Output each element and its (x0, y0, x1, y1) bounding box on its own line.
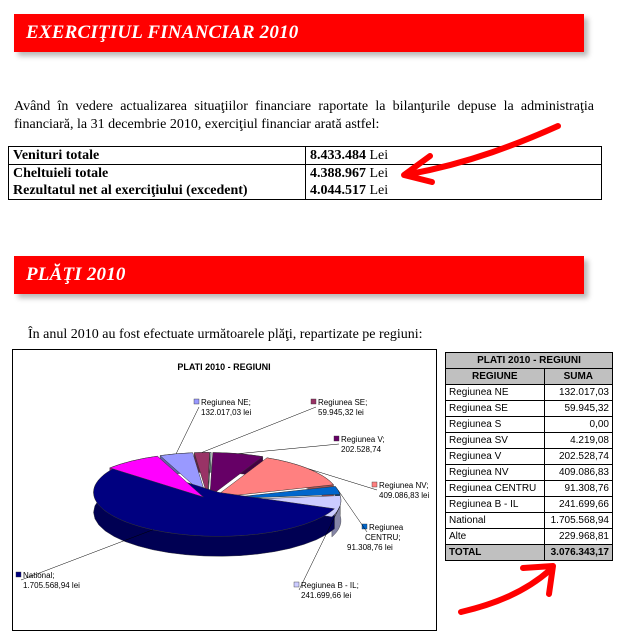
leader-line (238, 444, 339, 454)
region-name: Regiunea B - IL (446, 497, 545, 513)
leader-line (176, 407, 199, 454)
slice-label: Regiunea (369, 523, 404, 532)
table-row (446, 385, 613, 401)
slice-label: National; (23, 571, 55, 580)
region-name: Regiunea S (446, 417, 545, 433)
region-name: Regiunea CENTRU (446, 481, 545, 497)
slice-label: Regiunea V; (341, 435, 385, 444)
chart-title: PLATI 2010 - REGIUNI (177, 362, 271, 372)
legend-swatch (311, 399, 316, 404)
region-name: Regiunea SE (446, 401, 545, 417)
region-name: Alte (446, 529, 545, 545)
legend-swatch (194, 399, 199, 404)
column-header-sum: SUMA (544, 369, 612, 385)
table-row (446, 497, 613, 513)
legend-swatch (334, 436, 339, 441)
region-name: Regiunea SV (446, 433, 545, 449)
slice-label: CENTRU; (365, 533, 401, 542)
table-row (446, 465, 613, 481)
section-title-financial: EXERCIŢIUL FINANCIAR 2010 (26, 22, 299, 43)
section-banner-payments (14, 256, 584, 294)
row-value: 8.433.484 Lei (306, 147, 602, 165)
annotation-arrow (390, 118, 570, 188)
table-row (446, 401, 613, 417)
intro2-paragraph: În anul 2010 au fost efectuate următoarele plăţi, repartizate pe regiuni: (28, 327, 423, 342)
region-sum: 1.705.568,94 (544, 513, 612, 529)
region-name: National (446, 513, 545, 529)
region-name: Regiunea NE (446, 385, 545, 401)
row-label: Rezultatul net al exerciţiului (excedent) (9, 182, 306, 200)
slice-value: 59.945,32 lei (318, 408, 364, 417)
leader-line (21, 530, 153, 580)
column-header-region: REGIUNE (446, 369, 545, 385)
section-title-payments: PLĂŢI 2010 (26, 264, 126, 285)
slice-label: Regiunea B - IL; (301, 581, 359, 590)
region-sum: 241.699,66 (544, 497, 612, 513)
slice-label: Regiunea NE; (201, 398, 251, 407)
region-sum: 409.086,83 (544, 465, 612, 481)
table-row (446, 481, 613, 497)
slice-value: 132.017,03 lei (201, 408, 252, 417)
row-value: 4.388.967 Lei (306, 165, 602, 183)
pie-slices (94, 452, 341, 556)
region-sum: 91.308,76 (544, 481, 612, 497)
total-value: 3.076.343,17 (544, 545, 612, 561)
total-label: TOTAL (446, 545, 545, 561)
regions-table (445, 352, 613, 561)
section-banner-financial (14, 14, 584, 52)
legend-swatch (294, 582, 299, 587)
pie-chart (12, 349, 437, 631)
row-label: Venituri totale (9, 147, 306, 165)
table-row (446, 433, 613, 449)
legend-swatch (16, 572, 21, 577)
slice-value: 241.699,66 lei (301, 591, 352, 600)
slice-value: 91.308,76 lei (347, 543, 393, 552)
row-label: Cheltuieli totale (9, 165, 306, 183)
table-row (446, 449, 613, 465)
region-sum: 0,00 (544, 417, 612, 433)
slice-value: 409.086,83 lei (379, 491, 430, 500)
regions-table-title: PLATI 2010 - REGIUNI (446, 353, 613, 369)
region-sum: 202.528,74 (544, 449, 612, 465)
table-row (446, 513, 613, 529)
region-name: Regiunea V (446, 449, 545, 465)
table-row (446, 417, 613, 433)
intro-paragraph: Având în vedere actualizarea situaţiilor financiare raportate la bilanţurile depuse la administraţia financiară, la 31 decembrie 2010, exerciţiul financiar arată astfel: (14, 99, 594, 132)
row-value: 4.044.517 Lei (306, 182, 602, 200)
slice-value: 1.705.568,94 lei (23, 581, 80, 590)
slice-label: Regiunea SE; (318, 398, 368, 407)
slice-label: Regiunea NV; (379, 481, 429, 490)
leader-line (338, 490, 367, 532)
annotation-arrow (455, 558, 565, 620)
region-sum: 59.945,32 (544, 401, 612, 417)
region-sum: 4.219,08 (544, 433, 612, 449)
table-row (446, 529, 613, 545)
region-name: Regiunea NV (446, 465, 545, 481)
region-sum: 229.968,81 (544, 529, 612, 545)
region-sum: 132.017,03 (544, 385, 612, 401)
slice-value: 202.528,74 (341, 445, 382, 454)
legend-swatch (372, 482, 377, 487)
